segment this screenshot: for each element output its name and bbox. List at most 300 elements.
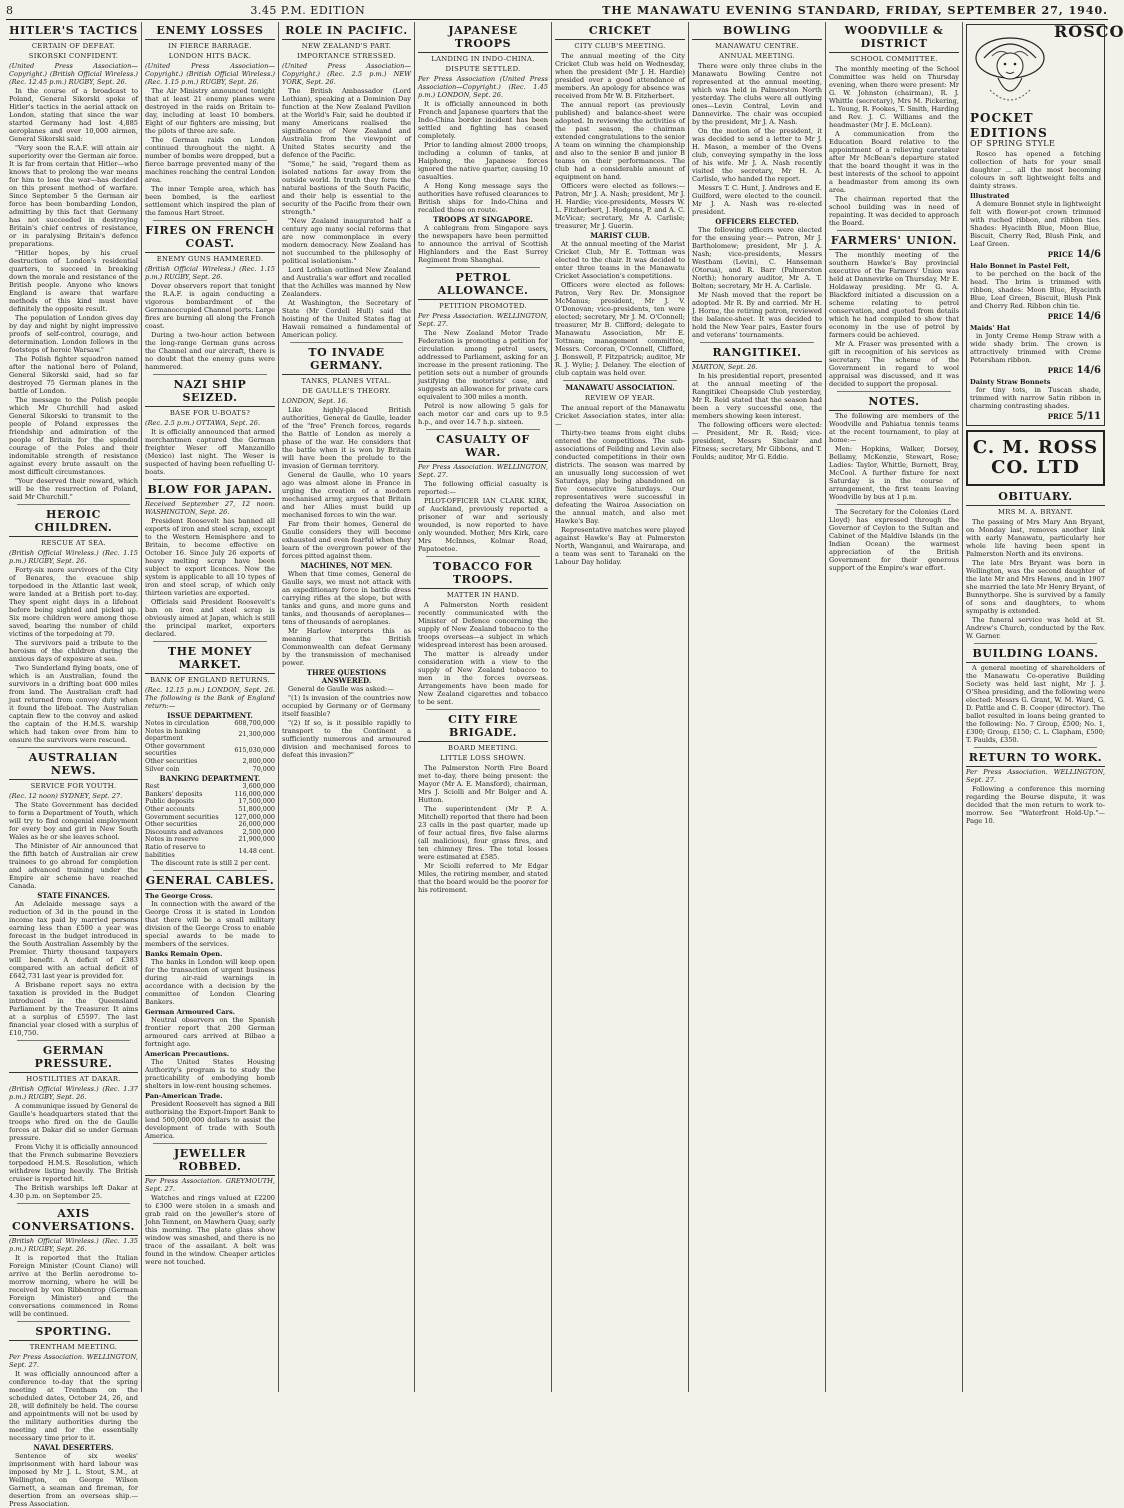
paragraph: The passing of Mrs Mary Ann Bryant, on Monday last, removes another link with early Manawatu, particularly her whole life having been spent in Palmerston North and its environs. <box>966 518 1105 558</box>
dateline: Per Press Association. WELLINGTON, Sept. 27. <box>418 463 548 479</box>
ad-item <box>970 378 1101 422</box>
paragraph: The superintendent (Mr P. A. Mitchell) reported that there had been 23 calls in the past quarter, made up of four actual fires, five false alarms (all malicious), four grass fires, and ten chimney fires. The total losses were estimated at £585. <box>418 805 548 861</box>
article-body <box>9 1254 138 1318</box>
separator <box>153 479 267 480</box>
article-body <box>9 1102 138 1200</box>
row-label: Notes in circulation <box>145 719 210 727</box>
paragraph: The banks in London will keep open for the transaction of urgent business during air-raid warnings in accordance with a decision by the committee of London Clearing Bankers. <box>145 958 275 1007</box>
subhead: IMPORTANCE STRESSED. <box>297 52 396 60</box>
subhead: MANAWATU ASSOCIATION. <box>565 383 675 392</box>
row-value: 21,900,000 <box>238 835 275 844</box>
headline-rangitikei: RANGITIKEI. <box>692 346 822 362</box>
subhead: BANK OF ENGLAND RETURNS. <box>149 676 271 684</box>
paragraph: The Minister of Air announced that the fifth batch of Australian air crew trainees to go abroad for completion and advanced training under the Empire air scheme have reached Canada. <box>9 842 138 890</box>
dateline: (Rec. 12.15 p.m.) LONDON, Sept. 26. The following is the Bank of England return:— <box>145 686 275 710</box>
row-label: Discounts and advances <box>145 827 224 836</box>
paragraph: Forty-six more survivors of the City of Benares, the evacuee ship torpedoed in the Atlantic last week, were landed at a British port to-day. They spent eight days in a lifeboat before being sighted and picked up. Six more children were among those saved, bearing the number of child victims of the torpedoing at 79. <box>9 566 138 638</box>
ad-item-description: to be perched on the back of the head. The brim is trimmed with ribbon, shades: Moon Blue, Hyacinth Blue, Leaf Green, Biscuit, Blush Pink and Cherry Red. Ribbon chin tie. <box>970 270 1101 310</box>
subhead: BOARD MEETING. <box>448 744 518 752</box>
subhead: IN FIERCE BARRAGE. <box>168 42 252 50</box>
paragraph: Lord Lothian outlined New Zealand and Australia's war effort and recalled that the Achilles was manned by New Zealanders. <box>282 266 411 298</box>
column-1 <box>6 22 142 1508</box>
row-label: Notes in banking department <box>145 726 201 743</box>
paragraph: "(2) If so, is it possible rapidly to transport to the Continent a sufficiently numerous and armoured division and mechanised forces to defeat this invasion?" <box>282 719 411 759</box>
paragraph: It is officially announced in both French and Japanese quarters that the Indo-China border incident has been settled and fighting has ceased completely. <box>418 100 548 140</box>
paragraph: The annual report (as previously published) and balance-sheet were adopted. In reviewing the activities of the past season, the chairman extended congratulations to the senior A team on winning the championship and also to the senior B and junior B teams on their performances. The club had a considerable amount of equipment on hand. <box>555 101 685 181</box>
headline-notes: NOTES. <box>829 395 959 411</box>
paragraph: Far from their homes, General de Gaulle considers they will become exhausted and even fearful when they learn of the overgrown power of the forces pitted against them. <box>282 520 411 560</box>
headline-role-in-pacific: ROLE IN PACIFIC. <box>282 24 411 40</box>
rosco-advertisement <box>966 22 1124 426</box>
paragraph: A Brisbane report says no extra taxation is provided in the Budget introduced in the Queensland Parliament by the Treasurer. It aims at a surplus of £5597. The last financial year closed with a surplus of £10,750. <box>9 981 138 1037</box>
article-body <box>555 52 685 230</box>
ad-item-price-row <box>970 311 1101 322</box>
article-body <box>145 87 275 217</box>
subhead: CITY CLUB'S MEETING. <box>574 42 666 50</box>
paragraph: "Some," he said, "regard them as isolated nations far away from the outside world. In truth they form the natural bastions of the South Pacific, and their help is essential to the security of the Pacific from their own strength." <box>282 160 411 216</box>
row-value: 26,000,000 <box>238 820 275 829</box>
cable-title: American Precautions. <box>145 1050 230 1059</box>
paragraph: The annual meeting of the City Cricket Club was held on Wednesday, when the president (Mr J. H. Hardie) presided over a good attendance of members. An apology for absence was received from Mr W. B. Fitzherbert. <box>555 52 685 100</box>
paragraph: Mr A. Fraser was presented with a gift in recognition of his services as secretary. The scheme of the Government in regard to wool appraisal was discussed, and it was decided to support the proposal. <box>829 340 959 388</box>
headline-farmers-union: FARMERS' UNION. <box>829 234 959 250</box>
ad-items <box>970 192 1101 422</box>
paragraph: Watches and rings valued at £2200 to £300 were stolen in a smash and grab raid on the jeweller's store of John Tennent, on Mawhera Quay, early this morning. The plate glass show window was smashed, and there is no trace of the assailant. A bolt was found in the window. Cheaper articles were not touched. <box>145 1194 275 1267</box>
dateline: Received September 27, 12 noon. WASHINGTON, Sept. 26. <box>145 500 275 516</box>
dateline: (British Official Wireless.) (Rec. 1.37 p.m.) RUGBY, Sept. 26. <box>9 1085 138 1101</box>
paragraph: The New Zealand Motor Trade Federation is promoting a petition for circulation among petrol users, addressed to Parliament, asking for an increase in the present rationing. The petition sets out a number of grounds justifying the motorists' case, and suggests an allowance for private cars equivalent to 300 miles a month. <box>418 329 548 401</box>
paragraph: Officers were elected as follows:— Patron, Mr J. A. Nash; president, Mr J. H. Hardie; vice-presidents, Messrs W. L. Fitzherbert, J. Hodgens, P. and A. C. McVicar; secretary, Mr A. Carlisle; treasurer, Mr J. Guerin. <box>555 182 685 230</box>
article-body <box>418 601 548 706</box>
headline-sporting: SPORTING. <box>9 1325 138 1341</box>
paragraph: The following officers were elected for the ensuing year:— Patron, Mr J. Bartholomew; president, Mr J. A. Nash; vice-presidents, Messrs Westham (Levin), C. Hanseman (Otorua), and R. Barr (Palmerston North); honorary auditor, Mr A. T. Bolton; secretary, Mr H. A. Carlisle. <box>692 226 822 290</box>
row-value: 608,700,000 <box>234 719 275 727</box>
page-number: 8 <box>6 3 14 17</box>
headline-obituary: OBITUARY. <box>966 490 1105 506</box>
article-body <box>145 517 275 638</box>
subhead: ISSUE DEPARTMENT. <box>167 711 253 720</box>
dateline: (Rec. 2.5 p.m.) OTTAWA, Sept. 26. <box>145 419 261 427</box>
row-value: 14.48 cent. <box>238 846 275 855</box>
paragraph: A communique issued by General de Gaulle's headquarters stated that the troops who fired on the de Gaulle forces at Dakar did so under German pressure. <box>9 1102 138 1142</box>
subhead: TRENTHAM MEETING. <box>29 1343 118 1351</box>
paragraph: In the course of a broadcast to Poland, General Sikorski spoke of Hitler's tactics in the aerial attack on London, stating that since the war started Germany had lost 4,885 aeroplanes and over 10,000 airmen, General Sikorski said: <box>9 87 138 143</box>
newspaper-title: THE MANAWATU EVENING STANDARD, FRIDAY, SEPTEMBER 27, 1940. <box>602 3 1108 17</box>
paragraph: In connection with the award of the George Cross it is stated in London that there will be a small military division of the George Cross to enable special awards to be made to members of the services. <box>145 900 275 949</box>
masthead-rule <box>6 19 1108 20</box>
article-body <box>282 570 411 667</box>
subhead: RESCUE AT SEA. <box>41 539 106 547</box>
article-body <box>9 1452 138 1508</box>
ad-item-title: Illustrated <box>970 192 1010 200</box>
row-value: 21,300,000 <box>238 730 275 739</box>
subhead: DISPUTE SETTLED. <box>445 65 521 73</box>
article-body <box>555 404 685 566</box>
headline-woodville-district: WOODVILLE & DISTRICT <box>829 24 959 53</box>
row-value: 116,000,000 <box>234 789 275 798</box>
ad-item <box>970 262 1101 322</box>
article-body <box>282 685 411 759</box>
row-value: 2,800,000 <box>242 756 275 765</box>
headline-jeweller-robbed: JEWELLER ROBBED. <box>145 1147 275 1176</box>
subhead: MARIST CLUB. <box>590 231 650 240</box>
headline-money-market: THE MONEY MARKET. <box>145 645 275 674</box>
paragraph: "Your deserved their reward, which will be the resurrection of Poland, said Mr Churchill." <box>9 477 138 501</box>
headline-bowling: BOWLING <box>692 24 822 40</box>
subhead: LANDING IN INDO-CHINA. <box>431 55 535 63</box>
subhead: BASE FOR U-BOATS? <box>169 409 251 417</box>
paragraph: The following officers were elected:— President, Mr R. Reid; vice-president, Messrs Sinclair and Fitness; secretary, Mr Gibbons, and T. Foulds; auditor, Mr G. Eddie. <box>692 421 822 461</box>
row-label: Government securities <box>145 812 219 821</box>
paragraph: The British warships left Dakar at 4.30 p.m. on September 25. <box>9 1184 138 1200</box>
paragraph: Prior to landing almost 2000 troops, including a column of tanks, at Haiphong, the Japanese forces ignored the native quarter, causing 10 casualties. <box>418 141 548 181</box>
paragraph: The discount rate is still 2 per cent. <box>151 859 271 868</box>
paragraph: There were only three clubs in the Manawatu Bowling Centre not represented at the annual meeting, which was held in Palmerston North yesterday. The clubs were all outlying ones—Levin Central, Levin and Dannevirke. The chair was occupied by the president, Mr J. A. Nash. <box>692 62 822 126</box>
price-label: PRICE <box>1047 412 1073 421</box>
row-label: Silver coin <box>145 764 180 773</box>
price-value: 14/6 <box>1076 365 1101 376</box>
dateline: Per Press Association. WELLINGTON, Sept. 27. <box>418 312 548 328</box>
headline-nazi-ship-seized: NAZI SHIP SEIZED. <box>145 378 275 407</box>
article-body <box>282 406 411 560</box>
price-label: PRICE <box>1047 312 1073 321</box>
separator <box>974 747 1097 748</box>
headline-heroic-children: HEROIC CHILDREN. <box>9 508 138 537</box>
headline-building-loans: BUILDING LOANS. <box>966 647 1105 663</box>
ad-item-price-row <box>970 365 1101 376</box>
column-5 <box>552 22 689 1392</box>
article-body <box>9 801 138 890</box>
article-body <box>692 226 822 339</box>
article-body <box>145 1194 275 1266</box>
subhead: STATE FINANCES. <box>37 891 110 900</box>
table-row <box>145 728 275 743</box>
dateline: MARTON, Sept. 26. <box>692 363 758 371</box>
row-label: Other government securities <box>145 741 205 758</box>
row-label: Rest <box>145 782 160 791</box>
paragraph: "(1) Is invasion of the countries now occupied by Germany or of Germany itself feasible? <box>282 694 411 718</box>
paragraph: Mr Nash moved that the report be adopted. Mr R. By and carried. Mr H. J. Horne, the retiring patron, reviewed the balance-sheet. It was decided to hold the New Year pairs, Easter fours and veterans' tournaments. <box>692 291 822 339</box>
separator <box>974 643 1097 644</box>
subhead: MANAWATU CENTRE. <box>715 42 799 50</box>
separator <box>563 380 677 381</box>
paragraph: When that time comes, General de Gaulle says, we must not attack with an expeditionary force in battle dress carrying rifles at the slope, but with tanks and guns, and more guns and tanks, and thousands of aeroplanes—tens of thousands of aeroplanes. <box>282 570 411 626</box>
table-row <box>145 743 275 758</box>
paragraph: An Adelaide message says a reduction of 3d in the pound in the income tax paid by married persons earning less than £500 a year was forecast in the budget introduced in the South Australian Assembly by the Premier. Thirty thousand taxpayers will benefit. A deficit of £383 compared with an actual deficit of £642,731 last year is provided for. <box>9 900 138 980</box>
article-body <box>418 224 548 264</box>
ad-intro <box>970 150 1101 190</box>
cable-title: Banks Remain Open. <box>145 950 223 959</box>
headline-return-to-work: RETURN TO WORK. <box>966 751 1105 767</box>
headline-japanese-troops: JAPANESE TROOPS <box>418 24 548 53</box>
separator <box>17 1203 130 1204</box>
table-row <box>145 844 275 859</box>
paragraph: The monthly meeting of the southern Hawke's Bay provincial executive of the Farmers' Union was held at Dannevirke on Thursday, Mr E. Holdaway presiding. Mr G. A. Blackford initiated a discussion on a scheme relating to petrol conservation, and quoted from details which he had compiled to show that economy in the use of petrol by farmers could be achieved. <box>829 251 959 339</box>
dateline: (Rec. 12 noon) SYDNEY, Sept. 27. <box>9 792 123 800</box>
row-value: 127,000,000 <box>234 812 275 821</box>
row-value: 17,500,000 <box>238 797 275 806</box>
row-value: 2,500,000 <box>242 827 275 836</box>
row-label: Other securities <box>145 756 198 765</box>
article-body <box>692 372 822 461</box>
article-body <box>418 329 548 426</box>
article-body <box>418 480 548 553</box>
dateline: Per Press Association. GREYMOUTH, Sept. 27. <box>145 1177 275 1194</box>
ad-item-description: in Jonty Creme Hemp Straw with a wide shady brim. The crown is attractively trimmed with Creme Petersham ribbon. <box>970 332 1101 364</box>
subhead: ENEMY GUNS HAMMERED. <box>156 255 264 263</box>
price-value: 14/6 <box>1076 311 1101 322</box>
paragraph: The following official casualty is reported:— <box>418 480 548 496</box>
paragraph: It was officially announced after a conference to-day that the spring meeting at Trentham on the scheduled dates, October 24, 26, and 28, will definitely be held. The course and appointments will not be used by the military authorities during the meeting and for the essentially necessary time prior to it. <box>9 1370 138 1442</box>
subhead: BANKING DEPARTMENT. <box>159 774 261 784</box>
separator <box>153 220 267 221</box>
paragraph: The inner Temple area, which has been bombed, is the earliest settlement which inspired the plan of the famous Hart Street. <box>145 185 275 217</box>
masthead <box>6 2 1108 18</box>
paragraph: President Roosevelt has banned all exports of iron and steel scrap, except to the Western Hemisphere and to Britain, to become effective on October 16. Since July 26 exports of heavy melting scrap have been subject to export licences. Now the system is applicable to all 10 types of iron and steel scrap, of which only thirteen varieties are exported. <box>145 517 275 597</box>
girl-in-hat-illustration <box>970 28 1054 110</box>
paragraph: The message to the Polish people which Mr Churchill had asked General Sikorski to transmit to the people of Poland expresses the friendship and admiration of the people of Britain for the splendid courage of the Poles and their indomitable strength of resistance against every brute assault on the most difficult circumstances. <box>9 396 138 476</box>
dateline: (United Press Association—Copyright.) (British Official Wireless.) (Rec. 12.45 p.m.) RUGBY, Sept. 26. <box>9 62 138 86</box>
subhead: CERTAIN OF DEFEAT. <box>31 42 116 50</box>
paragraph: Mr Sciolli referred to Mr Edgar Miles, the retiring member, and stated that the board would be the poorer for his retirement. <box>418 862 548 894</box>
dateline: (British Official Wireless.) (Rec. 1.15 p.m.) RUGBY, Sept. 26. <box>9 549 138 565</box>
row-value: 70,000 <box>252 764 275 773</box>
paragraph: A general meeting of shareholders of the Manawatu Co-operative Building Society was held last night, Mr J. J. O'Shea presiding, and the following were elected: Messrs G. Grant, W. M. Ward, G. D. Pattle and C. B. Cooper (director). The ballot resulted in loans being granted to the following: No. 7 Group, £500; No. 1, £300; Group, £150; C. L. Clapham, £500; T. Faulds, £350. <box>966 664 1105 744</box>
row-label: Other accounts <box>145 804 195 813</box>
article-body <box>9 566 138 744</box>
article-body <box>145 282 275 371</box>
row-label: Other securities <box>145 820 198 829</box>
dateline: LONDON, Sept. 16. <box>282 397 348 405</box>
paragraph: The United States Housing Authority's program is to study the practicability of embodying bomb shelters in low-rent housing schemes. <box>145 1058 275 1091</box>
price-value: 14/6 <box>1076 249 1101 260</box>
paragraph: The Air Ministry announced tonight that at least 21 enemy planes were destroyed in the raids on Britain to-day, including at least 10 bombers. Eight of our fighters are missing, but the pilots of three are safe. <box>145 87 275 135</box>
article-body <box>555 240 685 377</box>
separator <box>426 267 540 268</box>
dateline: (United Press Association—Copyright.) (Rec. 2.5 p.m.) NEW YORK, Sept. 26. <box>282 62 411 86</box>
separator <box>17 504 130 505</box>
separator <box>153 1143 267 1144</box>
ad-item-description: A demure Bonnet style in lightweight felt with flower-pot crown trimmed with ruched ribbon, and ribbon ties. Shades: Hyacinth Blue, Moon Blue, Biscuit, Cherry Red, Blush Pink, and Leaf Green. <box>970 200 1102 248</box>
separator <box>290 342 403 343</box>
ad-item-title: Dainty Straw Bonnets <box>970 378 1051 386</box>
headline-cricket: CRICKET <box>555 24 685 40</box>
paragraph: "Hitler hopes, by his cruel destruction of London's residential quarters, to succeed in breaking down the morale and resistance of the British people. Anyone who knows England is aware that warfare methods of this kind must have definitely the opposite result. <box>9 249 138 313</box>
ad-item-title: Halo Bonnet in Pastel Felt, <box>970 262 1070 270</box>
paragraph: From Vichy it is officially announced that the French submarine Beveziers torpedoed H.M.S. Resolution, which withdrew listing heavily. The British cruiser is reported hit. <box>9 1143 138 1183</box>
article-body <box>418 100 548 214</box>
column-7 <box>826 22 963 1392</box>
article-body <box>418 764 548 894</box>
article-body <box>829 65 959 227</box>
paragraph: The population of London gives day by day and night by night impressive proofs of self-control, courage, and determination. London follows in the footsteps of heroic Warsaw." <box>9 314 138 354</box>
headline-fires-french-coast: FIRES ON FRENCH COAST. <box>145 224 275 253</box>
separator <box>700 342 814 343</box>
paragraph: The State Government has decided to form a Department of Youth, which will try to find congenial employment for every boy and girl in New South Wales as he or she leaves school. <box>9 801 138 841</box>
column-3 <box>279 22 415 1392</box>
row-label: Notes in reserve <box>145 835 199 844</box>
price-label: PRICE <box>1047 250 1073 259</box>
headline-hitlers-tactics: HITLER'S TACTICS <box>9 24 138 40</box>
paragraph: At Washington, the Secretary of State (Mr Cordell Hull) said the hoisting of the United States flag at Hawaii remained a fundamental of American policy. <box>282 299 411 339</box>
subhead: SCHOOL COMMITTEE. <box>850 55 938 63</box>
paragraph: Officers were elected as follows: Patron, Very Rev. Dr. Monsignor McManus; president, Mr J. V. O'Donovan; vice-presidents, ten were elected; secretary, Mr J. M. O'Connell; treasurer, Mr B. Clifford; delegate to Manawatu Association, Mr E. Tottman; management committee, Messrs. Corcoran, O'Connell, Clifford, J. Bonswell, P. Fitzpatrick; auditor, Mr R. J. Wylie; J. Delaney. The election of club captain was held over. <box>555 281 685 377</box>
dateline: Per Press Association. WELLINGTON, Sept. 27. <box>9 1353 138 1369</box>
article-body <box>829 508 959 572</box>
paragraph: In his presidential report, presented at the annual meeting of the Rangitikei Cheapside Club yesterday, Mr R. Reid stated that the season had been a very successful one, the members showing keen interest. <box>692 372 822 420</box>
paragraph: The chairman reported that the school building was in need of repainting. It was decided to approach the Board. <box>829 195 959 227</box>
separator <box>426 709 540 710</box>
row-value: 615,030,000 <box>234 745 275 754</box>
paragraph: Sentence of six weeks' imprisonment with hard labour was imposed by Mr J. L. Stout, S.M., at Wellington, on George Wilson Garnett, a seaman and fireman, for desertion from an overseas ship.—Press Association. <box>9 1452 138 1508</box>
paragraph: It is officially announced that armed merchantmen captured the German freighter Weser off Manzanillo (Mexico) last night. The Weser is suspected of having been refuelling U-boats. <box>145 428 275 476</box>
ad-item-price-row <box>970 249 1101 260</box>
article-body <box>829 412 959 501</box>
paragraph: Men: Hopkins, Walker, Dorsey, Bellamy, McKenzie, Stewart, Rose; Ladies: Taylor, Whittle, Burnett, Bray, McCool. A further fixture for next Saturday is in the course of arrangement, the first team leaving Woodville by bus at 1 p.m. <box>829 445 959 501</box>
paragraph: Like highly-placed British authorities, General de Gaulle, leader of the "free" French forces, regards the Battle of London as merely a phase of the war. He considers that the battle when it is won by Britain will have been the prelude to the invasion of German territory. <box>282 406 411 470</box>
row-label: Public deposits <box>145 797 195 806</box>
subhead: NAVAL DESERTERS. <box>33 1443 114 1452</box>
subhead: MRS M. A. BRYANT. <box>998 508 1073 516</box>
paragraph: The German raids on London continued throughout the night. A number of bombs were dropped, but a fierce barrage prevented many of the machines reaching the central London area. <box>145 136 275 184</box>
paragraph: The Secretary for the Colonies (Lord Lloyd) has expressed through the Governor of Ceylon to the Sultan and Cabinet of the Maldive Islands (in the Indian Ocean) the warmest appreciation of the British Government for their generous support of the Empire's war effort. <box>829 508 959 572</box>
article-body <box>9 900 138 1037</box>
headline-city-fire-brigade: CITY FIRE BRIGADE. <box>418 713 548 742</box>
headline-enemy-losses: ENEMY LOSSES <box>145 24 275 40</box>
subhead: HOSTILITIES AT DAKAR. <box>26 1075 121 1083</box>
issue-department-table <box>145 720 275 773</box>
subhead: LITTLE LOSS SHOWN. <box>440 754 526 762</box>
paragraph: General de Gaulle, who 10 years ago was almost alone in France in urging the creation of a modern mechanised army, argues that Britain and her Allies must build up mechanised forces to win the war. <box>282 471 411 519</box>
article-body <box>966 785 1105 825</box>
paragraph: Dover observers report that tonight the R.A.F. is again conducting a vigorous bombardment of the Germanoccupied Channel ports. Large fires are burning all along the French coast. <box>145 282 275 330</box>
headline-petrol-allowance: PETROL ALLOWANCE. <box>418 271 548 300</box>
separator <box>17 747 130 748</box>
paragraph: The matter is already under consideration with a view to the supply of New Zealand tobacco to men in the forces overseas. Arrangements have been made for New Zealand cigarettes and tobacco to be sent. <box>418 650 548 706</box>
paragraph: "New Zealand inaugurated half a century ago many social reforms that are now commonplace in every modern democracy. New Zealand has not succumbed to the philosophy of political isolationism." <box>282 217 411 265</box>
ad-title: EDITIONS <box>970 126 1048 140</box>
separator <box>17 1321 130 1322</box>
rosco-brand: ROSCO <box>1054 22 1124 41</box>
cable-title: Pan-American Trade. <box>145 1092 223 1101</box>
separator <box>17 1040 130 1041</box>
price-value: 5/11 <box>1076 411 1101 422</box>
banking-department-table <box>145 783 275 859</box>
paragraph: The survivors paid a tribute to the heroism of the children during the anxious days of exposure at sea. <box>9 639 138 663</box>
subhead: DE GAULLE'S THEORY. <box>302 387 391 395</box>
paragraph: Officials said President Roosevelt's ban on iron and steel scrap is obviously aimed at Japan, which is still the principal market, exporters declared. <box>145 598 275 638</box>
paragraph: The Palmerston North Fire Board met to-day, there being present: the Mayor (Mr A. E. Mansford), chairman, Mrs J. Sciolli and Mr Bolger and A. Hutton. <box>418 764 548 804</box>
subhead: NEW ZEALAND'S PART. <box>301 42 392 50</box>
paragraph: Messrs T. C. Hunt, J. Andrews and E. Guilford, were elected to the council. Mr J. A. Nash was re-elected president. <box>692 184 822 216</box>
cm-ross-co-ltd: C. M. ROSS CO. LTD <box>966 430 1105 486</box>
edition-label: 3.45 P.M. EDITION <box>250 3 366 17</box>
cable-items <box>145 892 275 1140</box>
article-body <box>692 62 822 216</box>
paragraph: Following a conference this morning regarding the Bourse dispute, it was decided that the men return to work to-morrow. See "Waterfront Hold-Up."—Page 10. <box>966 785 1105 825</box>
subhead: MATTER IN HAND. <box>446 591 520 599</box>
ad-item <box>970 324 1101 376</box>
ad-item-description: for tiny tots, in Tuscan shade, trimmed with narrow Satin ribbon in charming contrasting shades. <box>970 386 1101 410</box>
paragraph: The monthly meeting of the School Committee was held on Thursday evening, when there were present: Mr G. W. Johnston (chairman), R. J. Whittle (secretary), Mrs M. Pickering, L. Young, R. Fookes, T. Smith, Harding and Rev. J. C. Williams and the headmaster (Mr J. E. McLean). <box>829 65 959 129</box>
headline-german-pressure: GERMAN PRESSURE. <box>9 1044 138 1073</box>
paragraph: Neutral observers on the Spanish frontier report that 200 German armoured cars arrived at Bilbao a fortnight ago. <box>145 1016 275 1049</box>
paragraph: The annual report of the Manawatu Cricket Association states, inter alia:— <box>555 404 685 428</box>
ad-title: POCKET <box>970 111 1034 125</box>
paragraph: The funeral service was held at St. Andrew's Church, conducted by the Rev. W. Garner. <box>966 616 1105 640</box>
paragraph: Representative matches were played against Hawke's Bay at Palmerston North, Wanganui, and Wairarapa, and a team was sent to Taranaki on the Labour Day holiday. <box>555 526 685 566</box>
paragraph: Thirty-two teams from eight clubs entered the competitions. The sub-associations of Feilding and Levin also conducted competitions in their own districts. The season was marred by an unusually long succession of wet Saturdays, play being abandoned on five consecutive Saturdays. Our representatives were successful in defeating the Wairoa Association on the annual match, and also met Hawke's Bay. <box>555 429 685 525</box>
cable-title: German Armoured Cars. <box>145 1008 235 1017</box>
article-body <box>9 87 138 501</box>
subhead: TROOPS AT SINGAPORE. <box>433 215 533 224</box>
separator <box>837 230 951 231</box>
cable-title: The George Cross. <box>145 892 213 901</box>
column-6 <box>689 22 826 1392</box>
paragraph: A Hong Kong message says the authorities have refused clearances to British ships for Indo-China and recalled those on route. <box>418 182 548 214</box>
paragraph: A communication from the Education Board relative to the appointment of a relieving caretaker after Mr McBean's departure stated that the board thought it was in the best interests of the school to appoint a headmaster from among its own area. <box>829 130 959 194</box>
row-value: 51,800,000 <box>238 804 275 813</box>
separator <box>153 641 267 642</box>
ad-subtitle: OF SPRING STYLE <box>970 139 1056 148</box>
separator <box>426 556 540 557</box>
paragraph: PILOT-OFFICER IAN CLARK KIRK, of Auckland, previously reported a prisoner of war and seriously wounded, is now reported to have only wounded. Mother, Mrs Kirk, care Mrs McInnes, Kolmar Road, Papatoetoe. <box>418 497 548 553</box>
paragraph: A Palmerston North resident recently communicated with the Minister of Defence concerning the supply of New Zealand tobacco to the troops overseas—a subject in which widespread interest has been aroused. <box>418 601 548 649</box>
columns <box>6 22 1124 1508</box>
paragraph: President Roosevelt has signed a Bill authorising the Export-Import Bank to lend 500,000,000 dollars to assist the development of trade with South America. <box>145 1100 275 1141</box>
paragraph: The British Ambassador (Lord Lothian), speaking at a Dominion Day function at the New Zealand Pavilion at the World's Fair, said he doubted if many Americans realised the significance of New Zealand and Australia from the viewpoint of United States security and the defence of the Pacific. <box>282 87 411 159</box>
paragraph: The Polish fighter squadron named after the national hero of Poland, General Sikorski said, had so far destroyed 75 German planes in the battle of London. <box>9 355 138 395</box>
subhead: SERVICE FOR YOUTH. <box>30 782 117 790</box>
article-body <box>282 87 411 339</box>
dateline: (United Press Association—Copyright.) (British Official Wireless.) (Rec. 1.15 p.m.) RUGBY, Sept. 26. <box>145 62 275 86</box>
article-body <box>966 518 1105 640</box>
paragraph: During a two-hour action between the long-range German guns across the Channel and our aircraft, there is no doubt that the enemy guns were hammered. <box>145 331 275 371</box>
subhead: LONDON HITS BACK. <box>168 52 252 60</box>
article-body <box>9 1370 138 1442</box>
paragraph: It is reported that the Italian Foreign Minister (Count Ciano) will arrive at the Berlin aerodrome to-morrow morning, where he will be received by von Ribbentrop (German Foreign Minister) and the conversations commenced in Rome will be continued. <box>9 1254 138 1318</box>
article-body <box>829 251 959 388</box>
table-row <box>145 766 275 774</box>
column-2 <box>142 22 279 1392</box>
headline-axis-conversations: AXIS CONVERSATIONS. <box>9 1207 138 1236</box>
subhead: MACHINES, NOT MEN. <box>300 561 393 570</box>
headline-australian-news: AUSTRALIAN NEWS. <box>9 751 138 780</box>
separator <box>426 429 540 430</box>
ad-item <box>970 192 1101 260</box>
separator <box>837 391 951 392</box>
dateline: (British Official Wireless.) (Rec. 1.35 p.m.) RUGBY, Sept. 26. <box>9 1237 138 1253</box>
subhead: ANNUAL MEETING. <box>719 52 795 60</box>
headline-general-cables: GENERAL CABLES. <box>145 874 275 890</box>
paragraph: Two Sunderland flying boats, one of which is an Australian, found the survivors in a drifting boat 600 miles from land. The Australian craft had just returned from convoy duty when it found the lifeboat. The Australian captain flew to the convoy and asked the captain of the H.M.S. warship which had taken over from him to ensure the survivors were rescued. <box>9 664 138 744</box>
headline-blow-for-japan: BLOW FOR JAPAN. <box>145 483 275 499</box>
paragraph: Petrol is now allowing 5 gals for each motor car and cars up to 9.5 h.p., and over 14.7 h.p. sixteen. <box>418 402 548 426</box>
subhead: PETITION PROMOTED. <box>439 302 527 310</box>
headline-casualty-of-war: CASUALTY OF WAR. <box>418 433 548 462</box>
subhead: SIKORSKI CONFIDENT. <box>28 52 119 60</box>
paragraph: A cablegram from Singapore says the newspapers have been permitted to announce the arrival of Scottish Highlanders and the East Surrey Regiment from Shanghai. <box>418 224 548 264</box>
ad-header <box>970 22 1124 110</box>
paragraph: At the annual meeting of the Marist Cricket Club, Mr E. Tottman was elected to the chair. It was decided to enter three teams in the Manawatu Cricket Association's competitions. <box>555 240 685 280</box>
dateline: (British Official Wireless.) (Rec. 1.15 p.m.) RUGBY, Sept. 26. <box>145 265 275 281</box>
subhead: OFFICERS ELECTED. <box>715 217 799 226</box>
ad-item-title: Maids' Hat <box>970 324 1011 332</box>
ad-item-price-row <box>970 411 1101 422</box>
paragraph: Rosco has opened a fetching collection of hats for your small daughter ... all the most becoming colours in soft lightweight felts and dainty straws. <box>970 150 1101 190</box>
headline-to-invade-germany: TO INVADE GERMANY. <box>282 346 411 375</box>
paragraph: The late Mrs Bryant was born in Wellington, was the second daughter of the late Mr and Mrs Hawes, and in 1907 she married the late Mr Henry Bryant, of Bunnythorpe. She is survived by a family of sons and daughters, to whom sympathy is extended. <box>966 559 1105 615</box>
